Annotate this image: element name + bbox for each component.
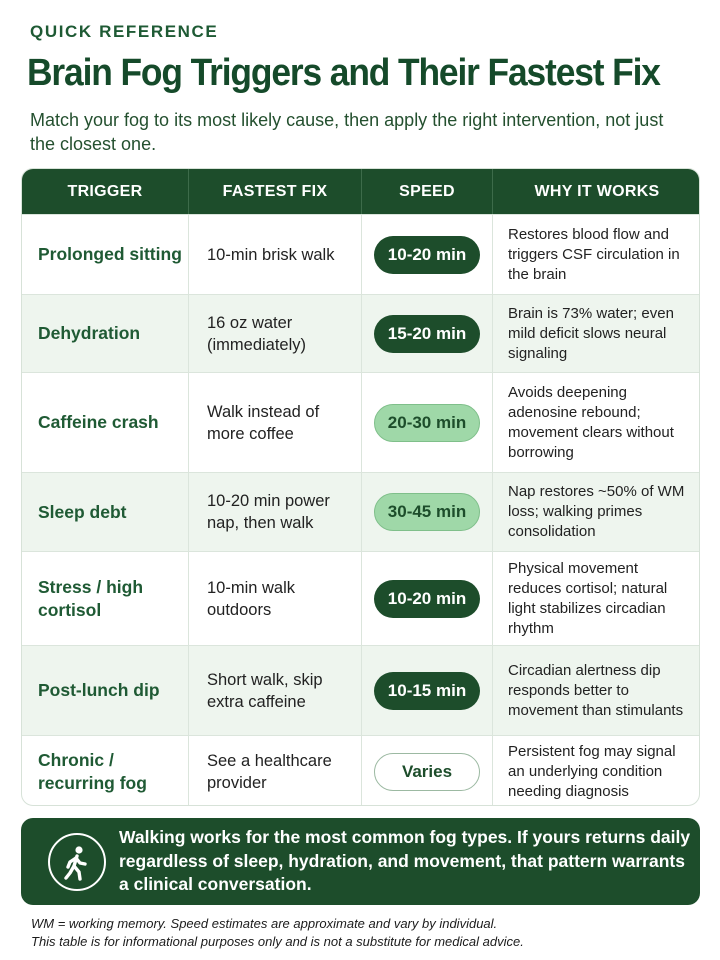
table-row [22, 645, 699, 735]
trigger-cell: Dehydration [38, 323, 141, 343]
fix-cell: 10-min brisk walk [188, 215, 361, 294]
fix-cell: 16 oz water (immediately) [188, 295, 361, 372]
trigger-cell: Stress / high cortisol [38, 576, 144, 620]
table-row [22, 214, 699, 294]
trigger-cell: Prolonged sitting [38, 244, 182, 264]
trigger-cell: Caffeine crash [38, 412, 159, 432]
why-cell: Circadian alertness dip responds better to movement than stimulants [492, 646, 700, 735]
column-header-trigger: TRIGGER [67, 183, 143, 200]
table-row [22, 294, 699, 372]
fix-cell: See a healthcare provider [188, 736, 361, 806]
trigger-cell: Sleep debt [38, 501, 127, 522]
why-cell: Brain is 73% water; even mild deficit slows neural signaling [492, 295, 700, 372]
speed-badge: 10-20 min [374, 580, 480, 618]
speed-cell [361, 473, 492, 551]
speed-cell [361, 215, 492, 294]
speed-badge: 30-45 min [374, 493, 480, 531]
fix-cell: Walk instead of more coffee [188, 373, 361, 472]
table-row [22, 551, 699, 645]
fix-cell: 10-20 min power nap, then walk [188, 473, 361, 551]
speed-badge: 20-30 min [374, 404, 480, 442]
speed-cell [361, 736, 492, 806]
trigger-cell: Post-lunch dip [38, 680, 160, 700]
table-row [22, 472, 699, 551]
speed-badge: 10-20 min [374, 236, 480, 274]
trigger-cell: Chronic / recurring fog [38, 749, 147, 793]
why-cell: Persistent fog may signal an underlying condition needing diagnosis [492, 736, 700, 806]
table-header [22, 169, 699, 214]
table-row [22, 735, 699, 806]
fix-cell: Short walk, skip extra caffeine [188, 646, 361, 735]
why-cell: Avoids deepening adenosine rebound; movement clears without borrowing [492, 373, 700, 472]
fix-cell: 10-min walk outdoors [188, 552, 361, 645]
speed-badge: 15-20 min [374, 315, 480, 353]
walking-callout [21, 818, 700, 905]
column-header-why: WHY IT WORKS [492, 169, 700, 214]
eyebrow-label: QUICK REFERENCE [30, 22, 219, 41]
speed-badge: 10-15 min [374, 672, 480, 710]
speed-cell [361, 373, 492, 472]
why-cell: Physical movement reduces cortisol; natural light stabilizes circadian rhythm [492, 552, 700, 645]
table-row [22, 372, 699, 472]
speed-cell [361, 295, 492, 372]
page-title: Brain Fog Triggers and Their Fastest Fix [27, 52, 660, 94]
column-header-fix: FASTEST FIX [188, 169, 361, 214]
page-subtitle: Match your fog to its most likely cause, then apply the right intervention, not just the closest one. [30, 110, 664, 154]
footnote-line: This table is for informational purposes only and is not a substitute for medical advice. [31, 934, 524, 949]
speed-badge: Varies [374, 753, 480, 791]
footnote [31, 915, 691, 951]
trigger-table [21, 168, 700, 806]
speed-cell [361, 552, 492, 645]
column-header-speed: SPEED [361, 169, 492, 214]
walking-person-icon [48, 833, 106, 891]
callout-text: Walking works for the most common fog types. If yours returns daily regardless of sleep, hydration, and movement, that pattern warrants a clinical conversation. [119, 827, 691, 894]
why-cell: Restores blood flow and triggers CSF circulation in the brain [492, 215, 700, 294]
speed-cell [361, 646, 492, 735]
why-cell: Nap restores ~50% of WM loss; walking primes consolidation [492, 473, 700, 551]
footnote-line: WM = working memory. Speed estimates are approximate and vary by individual. [31, 916, 498, 931]
